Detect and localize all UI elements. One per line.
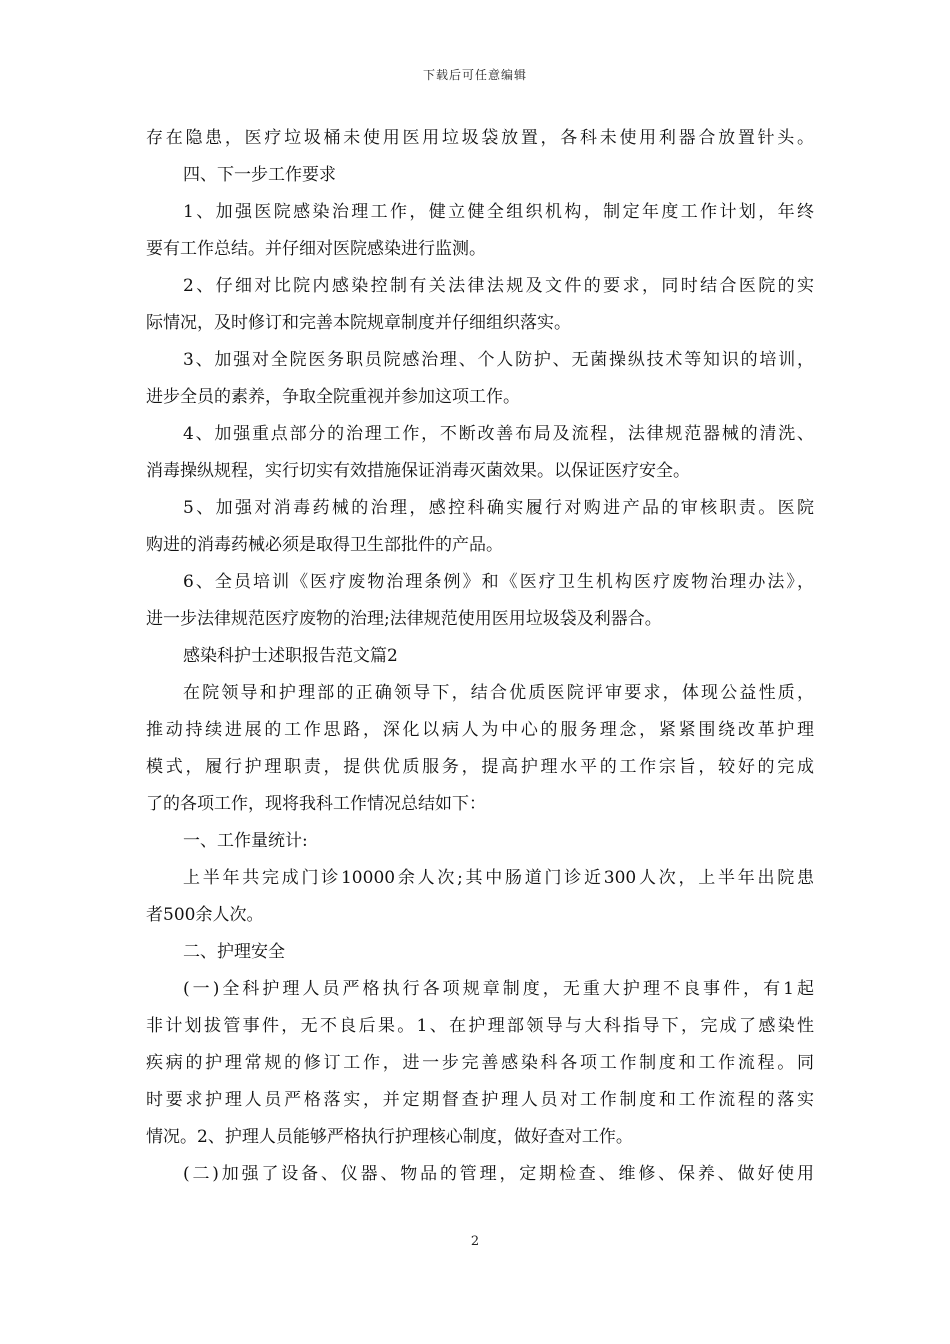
- section-heading: 二、护理安全: [183, 942, 285, 962]
- section-title: 感染科护士述职报告范文篇2: [183, 646, 398, 666]
- paragraph-line: (一)全科护理人员严格执行各项规章制度，无重大护理不良事件，有1起: [183, 979, 814, 999]
- paragraph-line: 在院领导和护理部的正确领导下，结合优质医院评审要求，体现公益性质，: [183, 683, 814, 703]
- paragraph-line: 模式，履行护理职责，提供优质服务，提高护理水平的工作宗旨，较好的完成: [146, 757, 814, 777]
- paragraph-line: 情况。2、护理人员能够严格执行护理核心制度，做好查对工作。: [146, 1127, 633, 1147]
- paragraph-line: 4、加强重点部分的治理工作，不断改善布局及流程，法律规范器械的清洗、: [183, 424, 814, 444]
- paragraph-line: 进步全员的素养，争取全院重视并参加这项工作。: [146, 387, 520, 407]
- page-number: 2: [470, 1234, 480, 1249]
- paragraph-line: 上半年共完成门诊10000余人次;其中肠道门诊近300人次，上半年出院患: [183, 868, 814, 888]
- paragraph-line: 要有工作总结。并仔细对医院感染进行监测。: [146, 239, 486, 259]
- paragraph-line: 疾病的护理常规的修订工作，进一步完善感染科各项工作制度和工作流程。同: [146, 1053, 814, 1073]
- paragraph-line: 3、加强对全院医务职员院感治理、个人防护、无菌操纵技术等知识的培训，: [183, 350, 814, 370]
- paragraph-line: 6、全员培训《医疗废物治理条例》和《医疗卫生机构医疗废物治理办法》，: [183, 572, 814, 592]
- paragraph-line: (二)加强了设备、仪器、物品的管理，定期检查、维修、保养、做好使用: [183, 1164, 814, 1184]
- paragraph-line: 进一步法律规范医疗废物的治理;法律规范使用医用垃圾袋及利器合。: [146, 609, 662, 629]
- paragraph-line: 消毒操纵规程，实行切实有效措施保证消毒灭菌效果。以保证医疗安全。: [146, 461, 690, 481]
- section-heading: 一、工作量统计:: [183, 831, 308, 851]
- paragraph-line: 者500余人次。: [146, 905, 264, 925]
- paragraph-line: 2、仔细对比院内感染控制有关法律法规及文件的要求，同时结合医院的实: [183, 276, 814, 296]
- paragraph-line: 购进的消毒药械必须是取得卫生部批件的产品。: [146, 535, 503, 555]
- paragraph-line: 时要求护理人员严格落实，并定期督查护理人员对工作制度和工作流程的落实: [146, 1090, 814, 1110]
- paragraph-line: 了的各项工作，现将我科工作情况总结如下：: [146, 794, 486, 814]
- paragraph-line: 际情况，及时修订和完善本院规章制度并仔细组织落实。: [146, 313, 571, 333]
- paragraph-line: 非计划拔管事件，无不良后果。1、在护理部领导与大科指导下，完成了感染性: [146, 1016, 814, 1036]
- paragraph-line: 1、加强医院感染治理工作，健立健全组织机构，制定年度工作计划，年终: [183, 202, 814, 222]
- section-heading: 四、下一步工作要求: [183, 165, 336, 185]
- paragraph-line: 存在隐患，医疗垃圾桶未使用医用垃圾袋放置，各科未使用利器合放置针头。: [146, 128, 814, 148]
- paragraph-line: 5、加强对消毒药械的治理，感控科确实履行对购进产品的审核职责。医院: [183, 498, 814, 518]
- document-body: [146, 120, 814, 1193]
- page-header-note: 下载后可任意编辑: [422, 68, 527, 82]
- paragraph-line: 推动持续进展的工作思路，深化以病人为中心的服务理念，紧紧围绕改革护理: [146, 720, 814, 740]
